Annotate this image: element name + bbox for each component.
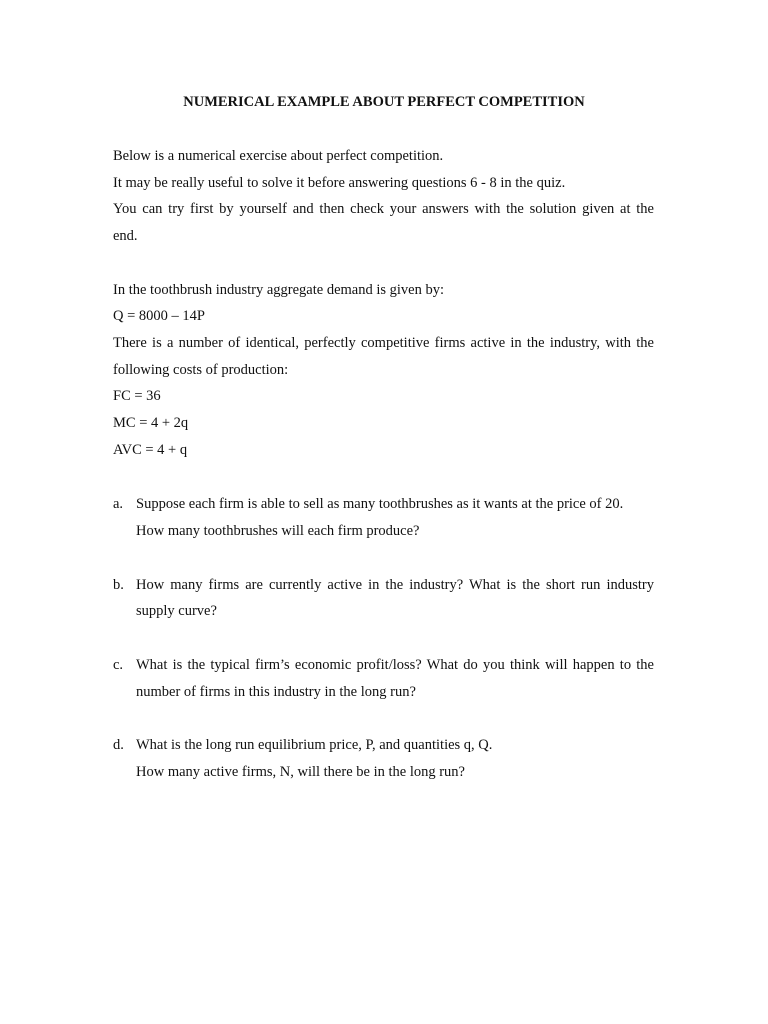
intro-line-3: You can try first by yourself and then check your answers with the solution given at the xyxy=(113,201,654,217)
intro-line-2: It may be really useful to solve it before answering questions 6 - 8 in the quiz. xyxy=(113,175,566,191)
setup-line-fixed-cost: FC = 36 xyxy=(113,388,161,404)
question-a-marker: a. xyxy=(113,496,124,512)
question-d-line-1: What is the long run equilibrium price, P, and quantities q, Q. xyxy=(136,737,493,753)
setup-line-firms: There is a number of identical, perfectly competitive firms active in the industry, with the xyxy=(113,335,654,351)
question-c-line-2: number of firms in this industry in the long run? xyxy=(136,684,416,700)
question-d-line-2: How many active firms, N, will there be in the long run? xyxy=(136,764,465,780)
intro-line-1: Below is a numerical exercise about perfect competition. xyxy=(113,148,444,164)
question-b-line-2: supply curve? xyxy=(136,603,217,619)
question-a-line-2: How many toothbrushes will each firm produce? xyxy=(136,523,420,539)
question-b-marker: b. xyxy=(113,577,124,593)
intro-line-4: end. xyxy=(113,228,138,244)
question-d-marker: d. xyxy=(113,737,124,753)
question-b-line-1: How many firms are currently active in the industry? What is the short run industry xyxy=(136,577,654,593)
setup-line-demand-equation: Q = 8000 – 14P xyxy=(113,308,205,324)
question-c-line-1: What is the typical firm’s economic profit/loss? What do you think will happen to the xyxy=(136,657,654,673)
setup-line-costs-intro: following costs of production: xyxy=(113,362,289,378)
setup-line-average-variable-cost: AVC = 4 + q xyxy=(113,442,188,458)
question-c-marker: c. xyxy=(113,657,124,673)
document-title: NUMERICAL EXAMPLE ABOUT PERFECT COMPETITION xyxy=(183,94,585,110)
question-a-line-1: Suppose each firm is able to sell as many toothbrushes as it wants at the price of 20. xyxy=(136,496,624,512)
setup-line-marginal-cost: MC = 4 + 2q xyxy=(113,415,189,431)
setup-line-demand-intro: In the toothbrush industry aggregate demand is given by: xyxy=(113,282,445,298)
